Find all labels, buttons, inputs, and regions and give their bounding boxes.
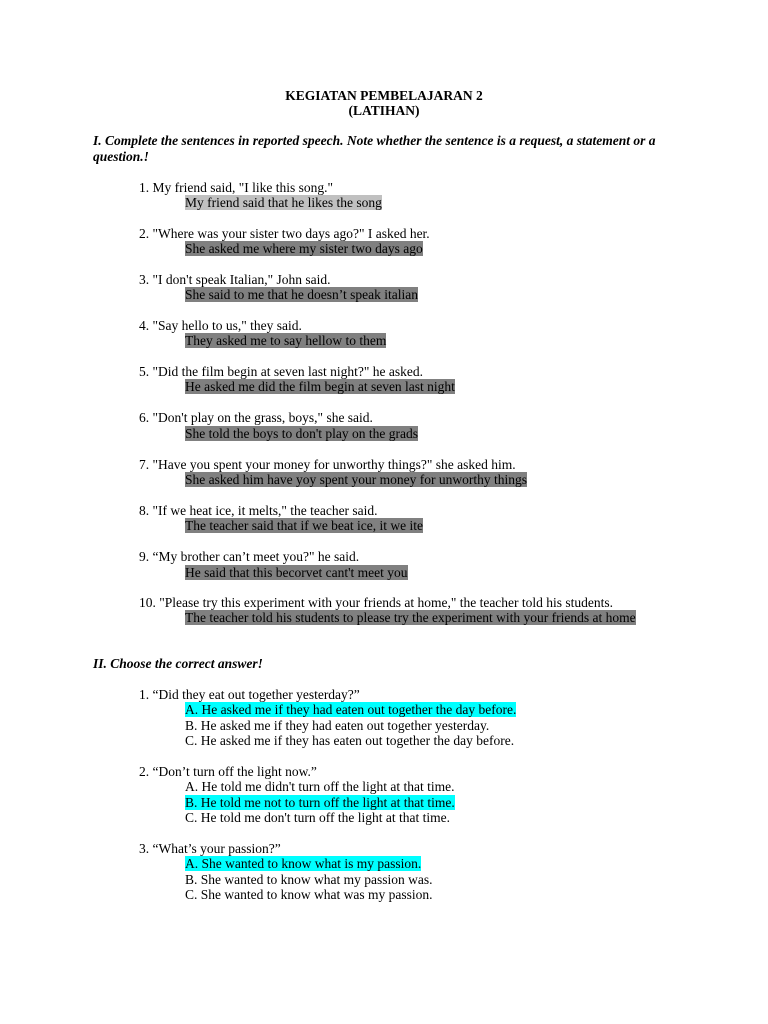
s2-q1-option-c: C. He asked me if they has eaten out together the day before. xyxy=(185,733,515,748)
s1-question-2: 2. "Where was your sister two days ago?" I asked her. xyxy=(139,226,430,241)
s2-question-3: 3. “What’s your passion?” xyxy=(139,841,281,856)
s1-answer-8: The teacher said that if we beat ice, it we ite xyxy=(185,518,424,533)
s1-question-8: 8. "If we heat ice, it melts," the teacher said. xyxy=(139,503,378,518)
s2-q1-option-a: A. He asked me if they had eaten out together the day before. xyxy=(185,702,517,717)
s2-question-1: 1. “Did they eat out together yesterday?” xyxy=(139,687,360,702)
s1-question-1: 1. My friend said, "I like this song." xyxy=(139,180,334,195)
document-subtitle: (LATIHAN) xyxy=(348,103,420,118)
s1-answer-1: My friend said that he likes the song xyxy=(185,195,382,210)
section1-heading: I. Complete the sentences in reported speech. Note whether the sentence is a request, a statement or a question.! xyxy=(93,133,656,164)
s2-q3-option-c: C. She wanted to know what was my passion. xyxy=(185,887,433,902)
s1-answer-2: She asked me where my sister two days ago xyxy=(185,241,423,256)
document-title: KEGIATAN PEMBELAJARAN 2 xyxy=(285,88,483,103)
s2-q2-option-a: A. He told me didn't turn off the light at that time. xyxy=(185,779,455,794)
s2-question-2: 2. “Don’t turn off the light now.” xyxy=(139,764,317,779)
s2-q3-option-b: B. She wanted to know what my passion was. xyxy=(185,872,433,887)
s1-question-7: 7. "Have you spent your money for unworthy things?" she asked him. xyxy=(139,457,516,472)
s1-answer-3: She said to me that he doesn’t speak italian xyxy=(185,287,418,302)
s1-question-10: 10. "Please try this experiment with your friends at home," the teacher told his students. xyxy=(139,595,614,610)
s1-answer-9: He said that this becorvet cant't meet you xyxy=(185,565,408,580)
s1-answer-4: They asked me to say hellow to them xyxy=(185,333,387,348)
s1-question-9: 9. “My brother can’t meet you?" he said. xyxy=(139,549,360,564)
s2-q2-option-c: C. He told me don't turn off the light at that time. xyxy=(185,810,451,825)
s2-q2-option-b: B. He told me not to turn off the light at that time. xyxy=(185,795,455,810)
s1-answer-6: She told the boys to don't play on the grads xyxy=(185,426,419,441)
s1-answer-7: She asked him have yoy spent your money for unworthy things xyxy=(185,472,527,487)
s1-question-4: 4. "Say hello to us," they said. xyxy=(139,318,302,333)
s1-answer-10: The teacher told his students to please try the experiment with your friends at home xyxy=(185,610,636,625)
section2-heading: II. Choose the correct answer! xyxy=(93,656,263,671)
s1-question-5: 5. "Did the film begin at seven last night?" he asked. xyxy=(139,364,423,379)
s2-q1-option-b: B. He asked me if they had eaten out together yesterday. xyxy=(185,718,490,733)
s1-question-3: 3. "I don't speak Italian," John said. xyxy=(139,272,331,287)
s1-answer-5: He asked me did the film begin at seven last night xyxy=(185,379,455,394)
s1-question-6: 6. "Don't play on the grass, boys," she said. xyxy=(139,410,373,425)
s2-q3-option-a: A. She wanted to know what is my passion. xyxy=(185,856,422,871)
